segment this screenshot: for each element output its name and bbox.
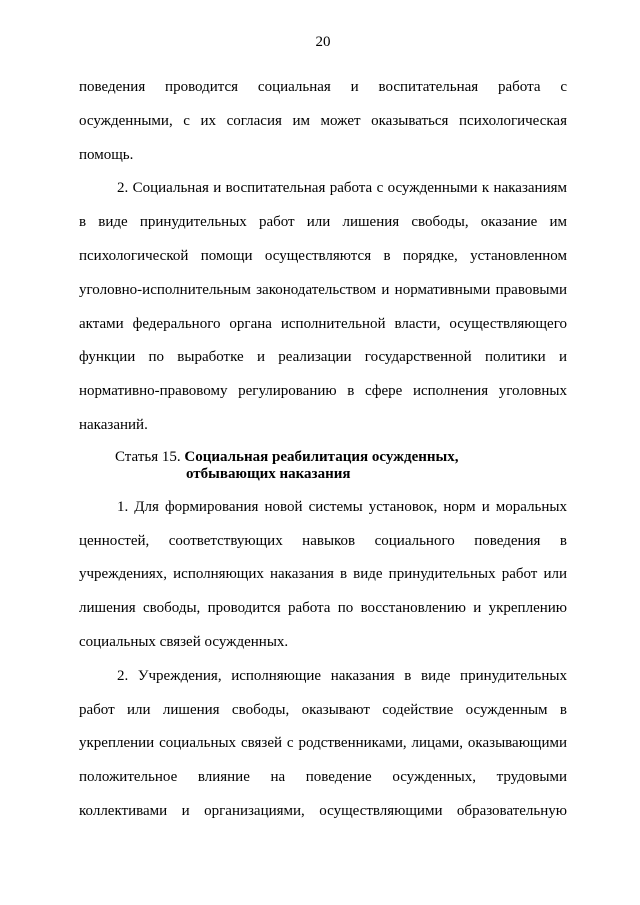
paragraph-2: 2. Социальная и воспитательная работа с осужденными к наказаниям в виде принудительных работ или лишения свободы, оказание им психологической помощи осуществляются в порядке, установленном уголовно-исполнительным законодательством и нормативными правовыми актами федерального органа исполнительной власти, осуществляющего функции по выработке и реализации государственной политики и нормативно-правовому регулированию в сфере исполнения уголовных наказаний. — [79, 180, 567, 433]
article-paragraph-1: 1. Для формирования новой системы установок, норм и моральных ценностей, соответствующих навыков социального поведения в учреждениях, исполняющих наказания в виде принудительных работ или лишения свободы, проводится работа по восстановлению и укреплению социальных связей осужденных. — [79, 498, 567, 650]
article-paragraph-2: 2. Учреждения, исполняющие наказания в виде принудительных работ или лишения свободы, оказывают содействие осужденным в укреплении социальных связей с родственниками, лицами, оказывающими положительное влияние на поведение осужденных, трудовыми коллективами и организациями, осуществляющими образовательную — [79, 667, 567, 819]
document-page — [79, 0, 567, 905]
article-title-line-1: Социальная реабилитация осужденных, — [184, 448, 459, 465]
article-number: Статья 15. — [115, 448, 181, 465]
article-title-line-2: отбывающих наказания — [186, 465, 351, 482]
article-heading — [79, 449, 567, 483]
document-body — [79, 71, 567, 829]
page-number: 20 — [315, 34, 331, 50]
paragraph-continuation: поведения проводится социальная и воспитательная работа с осужденными, с их согласия им может оказываться психологическая помощь. — [79, 79, 567, 163]
